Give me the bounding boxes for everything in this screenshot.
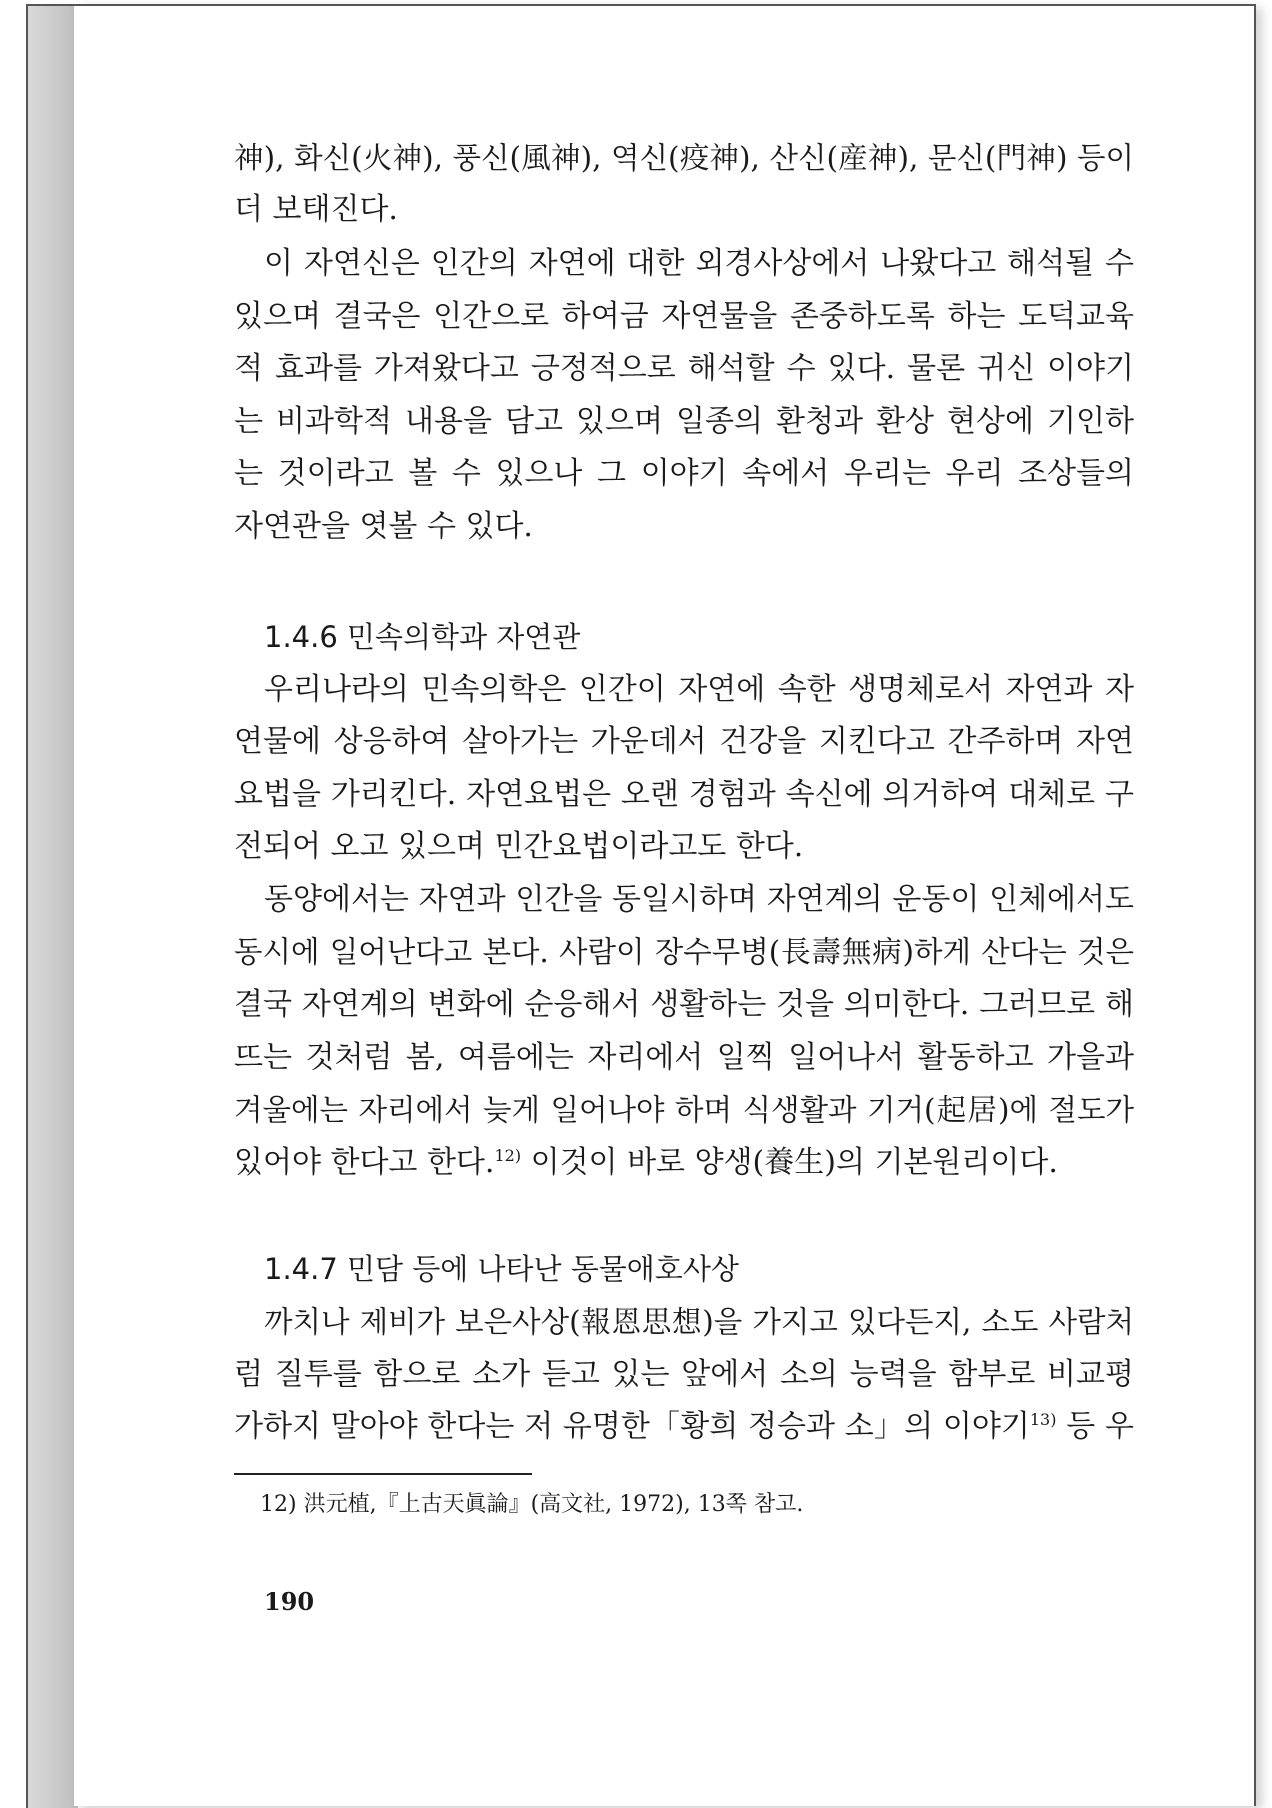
text-segment: 이것이 바로 양생(養生)의 기본원리이다. (521, 1145, 1058, 1180)
text-line: 는 비과학적 내용을 담고 있으며 일종의 환청과 환상 현상에 기인하 (234, 404, 1134, 439)
text-line: 우리나라의 민속의학은 인간이 자연에 속한 생명체로서 자연과 자 (264, 672, 1134, 707)
text-segment: 가하지 말아야 한다는 저 유명한「황희 정승과 소」의 이야기 (234, 1409, 1030, 1444)
text-line: 더 보태진다. (234, 192, 398, 227)
footnote-ref-12: 12) (494, 1146, 522, 1165)
text-line: 동양에서는 자연과 인간을 동일시하며 자연계의 운동이 인체에서도 (264, 882, 1134, 917)
text-line: 이 자연신은 인간의 자연에 대한 외경사상에서 나왔다고 해석될 수 (264, 246, 1134, 281)
text-line: 있으며 결국은 인간으로 하여금 자연물을 존중하도록 하는 도덕교육 (234, 299, 1134, 334)
text-segment: 등 우 (1056, 1409, 1134, 1444)
text-line: 뜨는 것처럼 봄, 여름에는 자리에서 일찍 일어나서 활동하고 가을과 (234, 1040, 1134, 1075)
section-heading-1-4-6: 1.4.6 민속의학과 자연관 (264, 620, 581, 654)
footnote-ref-13: 13) (1029, 1410, 1057, 1429)
text-line: 결국 자연계의 변화에 순응해서 생활하는 것을 의미한다. 그러므로 해 (234, 987, 1134, 1022)
text-line: 동시에 일어난다고 본다. 사람이 장수무병(長壽無病)하게 산다는 것은 (234, 935, 1134, 969)
text-line: 전되어 오고 있으며 민간요법이라고도 한다. (234, 829, 804, 864)
text-line-with-footnote-13 (234, 1407, 1134, 1447)
text-line: 자연관을 엿볼 수 있다. (234, 509, 533, 544)
text-segment: 있어야 한다고 한다. (234, 1145, 495, 1180)
book-spine (26, 4, 78, 1808)
section-heading-1-4-7: 1.4.7 민담 등에 나타난 동물애호사상 (264, 1252, 739, 1286)
text-line: 적 효과를 가져왔다고 긍정적으로 해석할 수 있다. 물론 귀신 이야기 (234, 351, 1134, 386)
text-line: 神), 화신(火神), 풍신(風神), 역신(疫神), 산신(産神), 문신(門神) 등이 (234, 141, 1134, 175)
text-line: 요법을 가리킨다. 자연요법은 오랜 경험과 속신에 의거하여 대체로 구 (234, 777, 1134, 812)
text-line: 겨울에는 자리에서 늦게 일어나야 하며 식생활과 기거(起居)에 절도가 (234, 1093, 1134, 1127)
footnote-divider (234, 1473, 532, 1475)
page-number: 190 (264, 1587, 315, 1616)
text-line: 럼 질투를 함으로 소가 듣고 있는 앞에서 소의 능력을 함부로 비교평 (234, 1357, 1134, 1392)
text-line: 까치나 제비가 보은사상(報恩思想)을 가지고 있다든지, 소도 사람처 (264, 1305, 1134, 1339)
text-line: 연물에 상응하여 살아가는 가운데서 건강을 지킨다고 간주하며 자연 (234, 724, 1134, 759)
text-line: 는 것이라고 볼 수 있으나 그 이야기 속에서 우리는 우리 조상들의 (234, 456, 1134, 491)
text-line-with-footnote-12 (234, 1143, 1134, 1183)
footnote-12: 12) 洪元植,『上古天眞論』(高文社, 1972), 13쪽 참고. (260, 1492, 804, 1517)
